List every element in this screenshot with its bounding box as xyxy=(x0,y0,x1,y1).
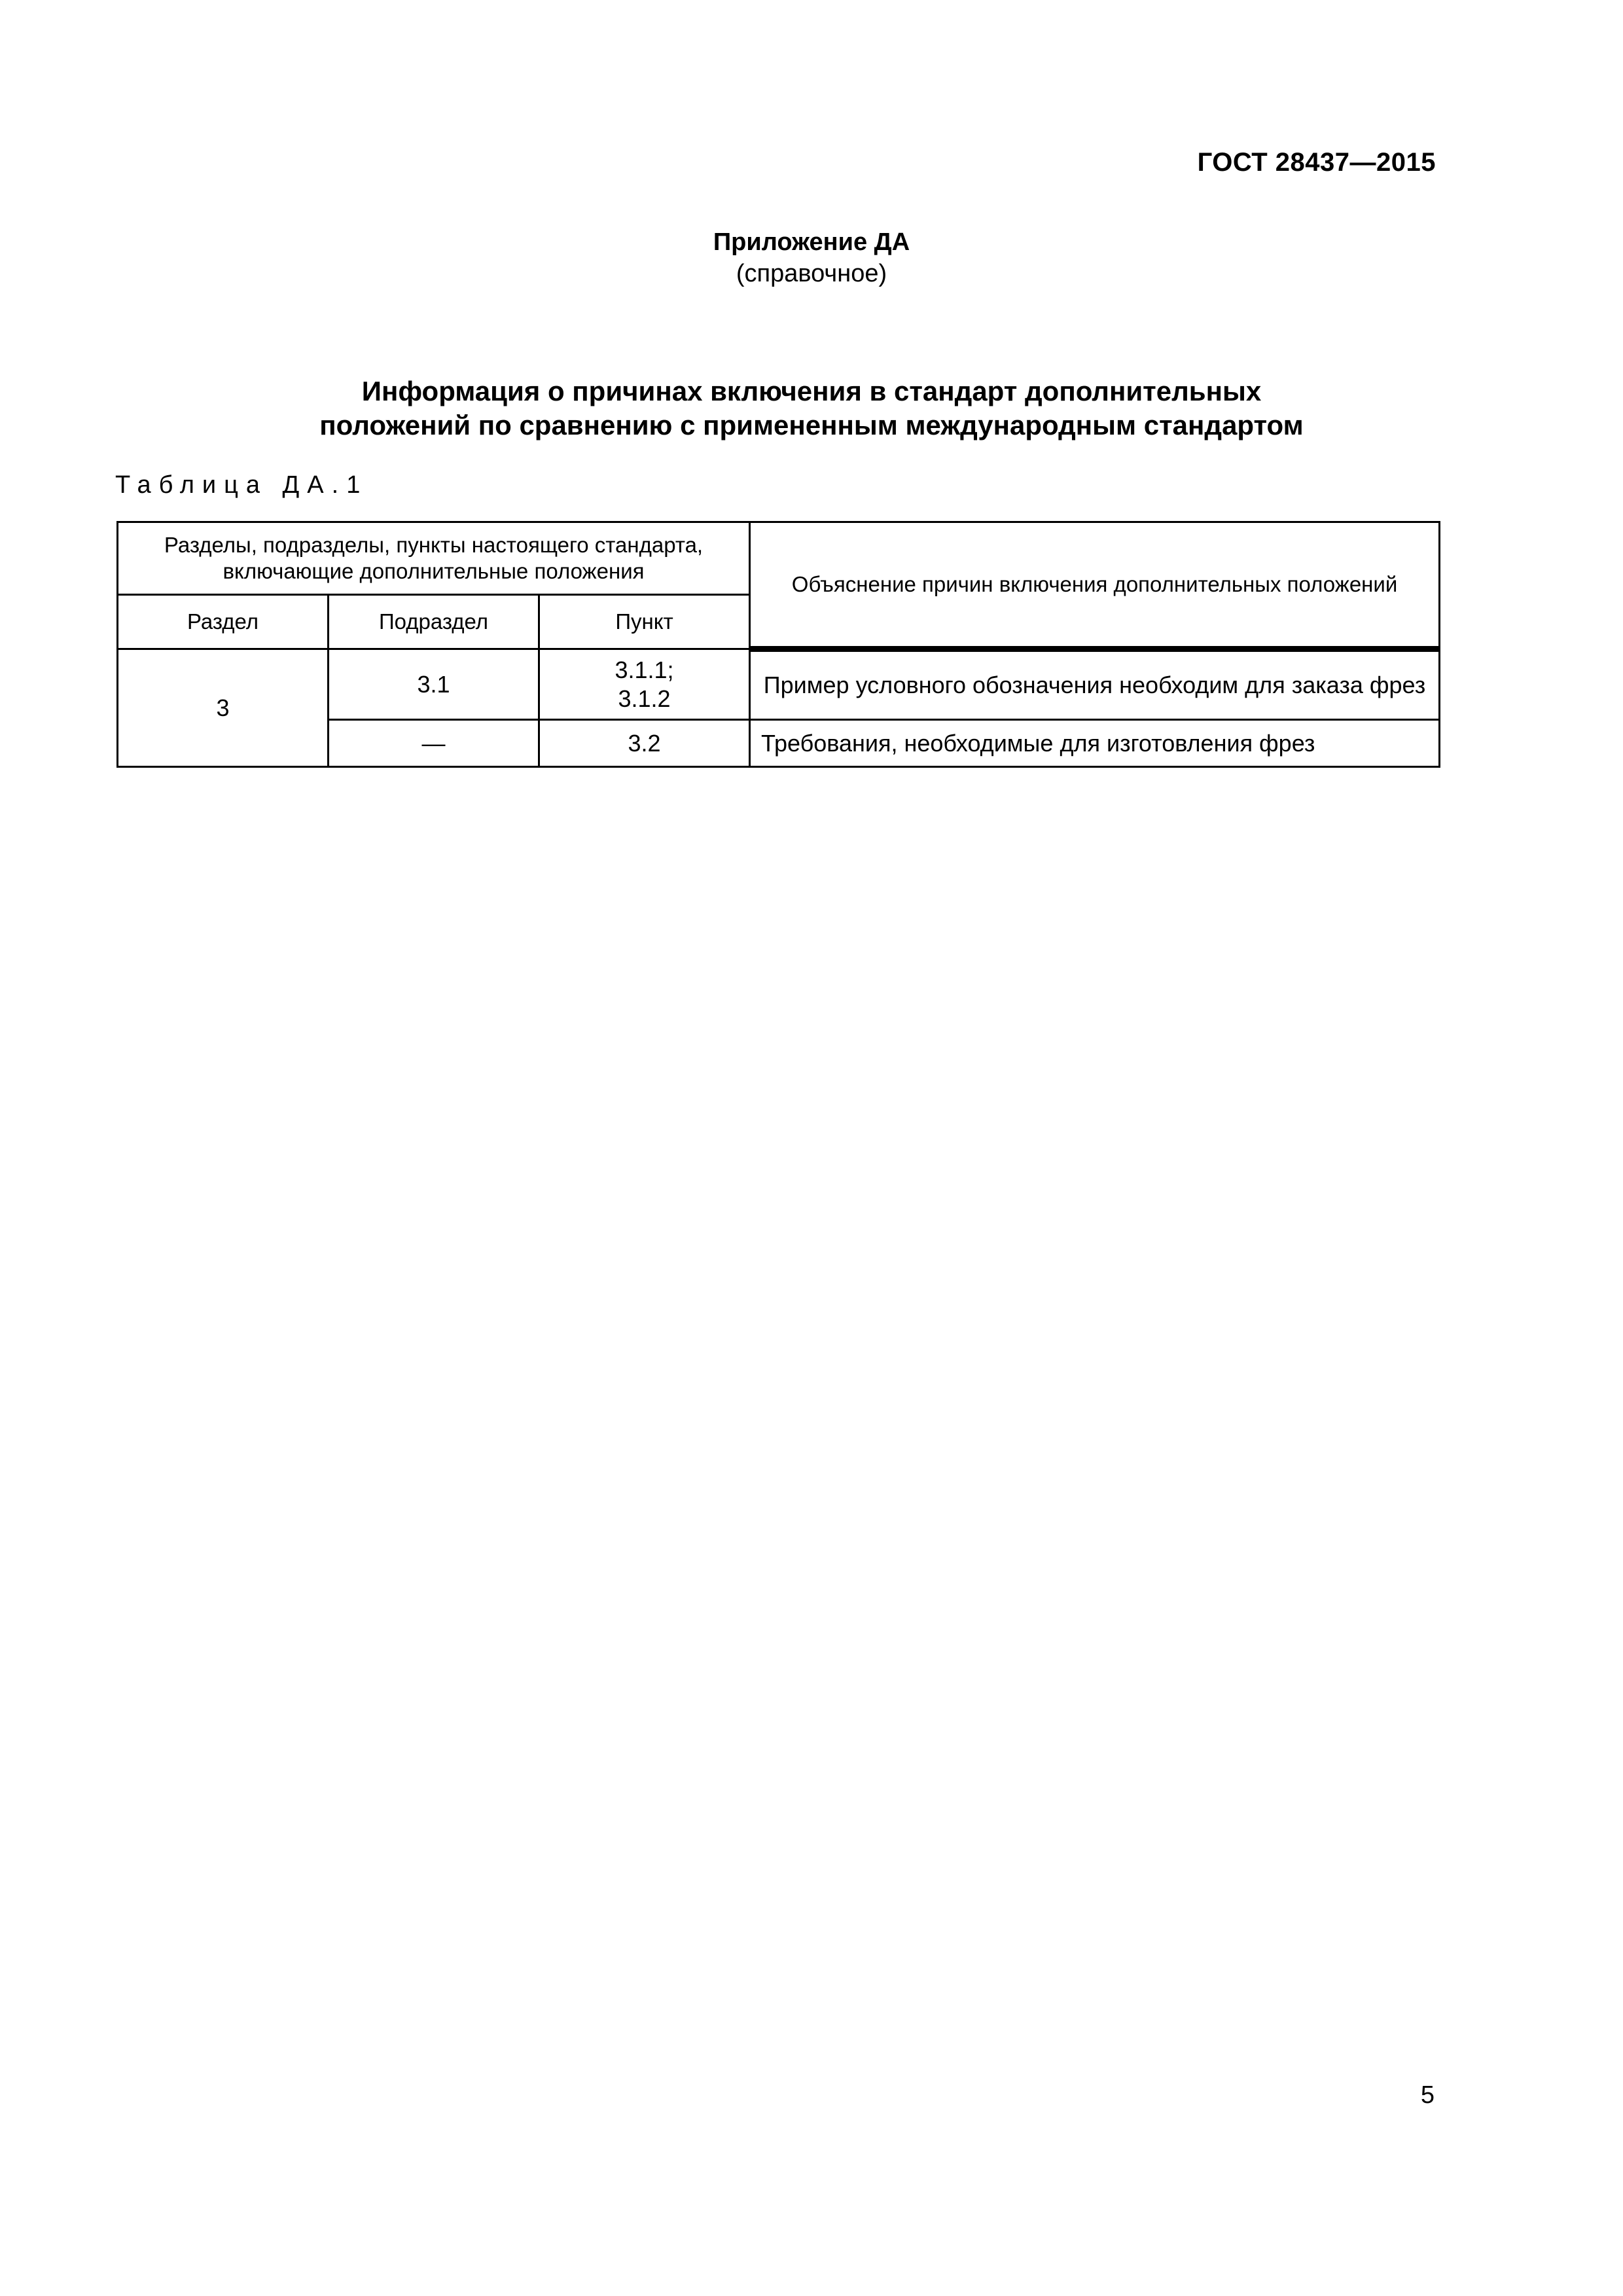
clause-cell: 3.2 xyxy=(539,720,750,767)
appendix-title: Приложение ДА xyxy=(713,228,910,256)
additional-provisions-table xyxy=(116,521,1440,768)
document-title-line-2: положений по сравнению с примененным международным стандартом xyxy=(319,410,1304,440)
document-number: ГОСТ 28437—2015 xyxy=(1197,148,1436,177)
appendix-subtitle: (справочное) xyxy=(736,260,887,287)
explanation-cell: Пример условного обозначения необходим для заказа фрез xyxy=(750,649,1440,720)
table-caption: Таблица ДА.1 xyxy=(115,471,368,499)
appendix-heading xyxy=(0,226,1623,289)
subsection-cell: 3.1 xyxy=(329,649,539,720)
header-subsection-cell: Подраздел xyxy=(329,595,539,649)
section-cell: 3 xyxy=(118,649,329,767)
header-explanation-cell: Объяснение причин включения дополнительных положений xyxy=(750,522,1440,649)
document-title-line-1: Информация о причинах включения в стандарт дополнительных xyxy=(361,376,1262,406)
table-row xyxy=(118,649,1440,720)
clause-cell xyxy=(539,649,750,720)
page-number: 5 xyxy=(1420,2081,1435,2109)
explanation-cell: Требования, необходимые для изготовления фрез xyxy=(750,720,1440,767)
table-header-row xyxy=(118,522,1440,595)
subsection-cell: — xyxy=(329,720,539,767)
clause-value: 3.1.2 xyxy=(618,685,671,712)
header-group-cell: Разделы, подразделы, пункты настоящего стандарта, включающие дополнительные положения xyxy=(118,522,750,595)
header-section-cell: Раздел xyxy=(118,595,329,649)
clause-value: 3.1.1; xyxy=(615,656,674,683)
document-title xyxy=(0,374,1623,442)
header-clause-cell: Пункт xyxy=(539,595,750,649)
